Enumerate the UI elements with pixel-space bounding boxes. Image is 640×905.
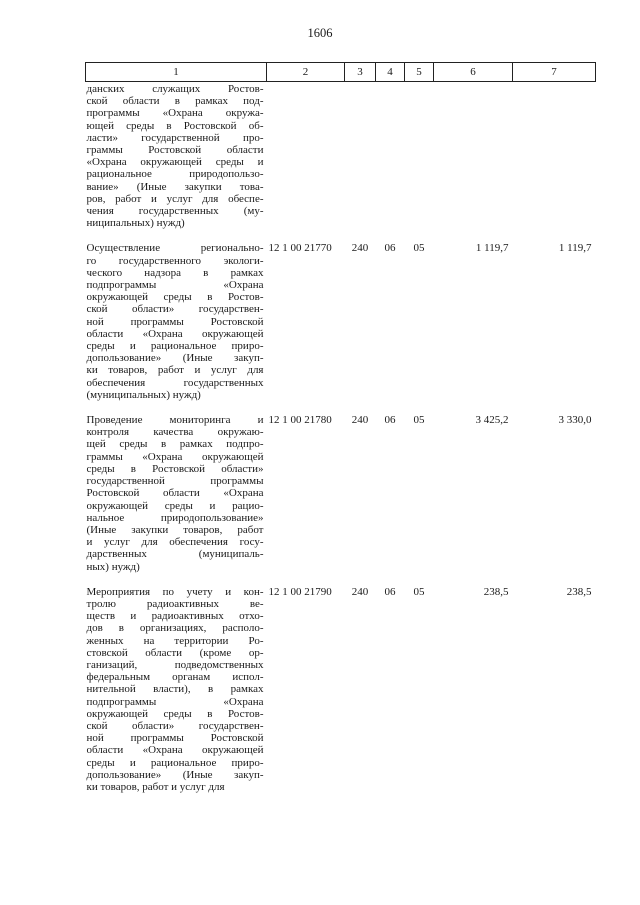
description-line: ской области» государствен-	[86, 303, 264, 316]
header-col-7: 7	[513, 63, 596, 82]
description-line: окружающей среды в Ростов-	[86, 707, 264, 720]
table-row	[86, 414, 596, 586]
description-line: женных на территории Ро-	[86, 634, 264, 647]
description-line: ки товаров, работ и услуг для	[86, 780, 225, 793]
amount-year-1: 3 425,2	[475, 414, 509, 427]
description-line: допользование» (Иные закуп-	[86, 352, 264, 365]
description-line: ческого надзора в рамках	[86, 266, 264, 279]
description-line: дов в организациях, располо-	[86, 622, 264, 635]
subsection-code: 05	[413, 242, 425, 255]
description-line: федеральным органам испол-	[86, 671, 264, 684]
header-col-3: 3	[345, 63, 376, 82]
row-description	[86, 414, 267, 586]
description-line: стовской области (кроме ор-	[86, 646, 264, 659]
table-row	[86, 586, 596, 806]
amount-year-2: 3 330,0	[558, 414, 592, 427]
description-line: Осуществление регионально-	[86, 242, 264, 255]
section-code: 06	[384, 414, 396, 427]
description-line: ки товаров, работ и услуг для	[86, 364, 264, 377]
description-line: чения государственных (му-	[86, 205, 264, 218]
description-line: государственной программы	[86, 475, 264, 488]
section-code	[376, 82, 405, 243]
target-article-code	[267, 82, 345, 243]
description-line: ющей среды в Ростовской об-	[86, 119, 264, 132]
description-line: среды в Ростовской области»	[86, 462, 264, 475]
header-col-2: 2	[267, 63, 345, 82]
subsection-code: 05	[413, 414, 425, 427]
description-line: Ростовской области «Охрана	[86, 487, 264, 500]
description-line: нальное природопользование»	[86, 511, 264, 524]
row-description	[86, 242, 267, 414]
description-line: подпрограммы «Охрана	[86, 279, 264, 292]
description-line: граммы Ростовской области	[86, 144, 264, 157]
description-line: дарственных (муниципаль-	[86, 548, 264, 561]
section-code: 06	[384, 585, 396, 598]
section-code: 06	[384, 242, 396, 255]
description-line: «Охрана окружающей среды и	[86, 156, 264, 169]
amount-year-2: 238,5	[566, 585, 592, 598]
budget-table	[85, 62, 596, 806]
row-description	[86, 82, 267, 243]
description-line: ров, работ и услуг для обеспе-	[86, 192, 264, 205]
description-line: допользование» (Иные закуп-	[86, 768, 264, 781]
amount-year-1: 1 119,7	[475, 242, 509, 255]
description-line: ной программы Ростовской	[86, 315, 264, 328]
expense-type: 240	[351, 585, 369, 598]
description-line: ской области» государствен-	[86, 719, 264, 732]
page-number: 1606	[307, 26, 333, 40]
description-line: ных) нужд)	[86, 560, 140, 573]
description-line: обеспечения государственных	[86, 376, 264, 389]
table-row	[86, 82, 596, 243]
target-article-code: 12 1 00 21790	[268, 585, 332, 598]
header-col-4: 4	[376, 63, 405, 82]
description-line: щей среды в рамках подпро-	[86, 438, 264, 451]
description-line: граммы «Охрана окружающей	[86, 450, 264, 463]
description-line: нительной власти), в рамках	[86, 683, 264, 696]
description-line: данских служащих Ростов-	[86, 83, 264, 95]
description-line: области «Охрана окружающей	[86, 327, 264, 340]
description-line: Проведение мониторинга и	[86, 414, 264, 427]
description-line: ской области в рамках под-	[86, 95, 264, 108]
expense-type: 240	[351, 414, 369, 427]
amount-year-2: 1 119,7	[558, 242, 592, 255]
description-line: вание» (Иные закупки това-	[86, 180, 264, 193]
description-line: го государственного экологи-	[86, 254, 264, 267]
description-line: рациональное природопользо-	[86, 168, 264, 181]
description-line: области «Охрана окружающей	[86, 744, 264, 757]
description-line: ной программы Ростовской	[86, 732, 264, 745]
header-col-5: 5	[405, 63, 434, 82]
description-line: Мероприятия по учету и кон-	[86, 585, 264, 598]
header-col-6: 6	[434, 63, 513, 82]
target-article-code: 12 1 00 21780	[268, 414, 332, 427]
amount-year-1: 238,5	[483, 585, 509, 598]
amount-year-2	[513, 82, 596, 243]
description-line: ласти» государственной про-	[86, 131, 264, 144]
description-line: ществ и радиоактивных отхо-	[86, 610, 264, 623]
description-line: окружающей среды и рацио-	[86, 499, 264, 512]
table-row	[86, 242, 596, 414]
description-line: контроля качества окружаю-	[86, 426, 264, 439]
amount-year-1	[434, 82, 513, 243]
description-line: среды и рациональное приро-	[86, 756, 264, 769]
description-line: среды и рациональное приро-	[86, 340, 264, 353]
description-line: (Иные закупки товаров, работ	[86, 523, 264, 536]
description-line: тролю радиоактивных ве-	[86, 597, 264, 610]
description-line: ниципальных) нужд)	[86, 217, 185, 230]
description-line: (муниципальных) нужд)	[86, 388, 201, 401]
row-description	[86, 586, 267, 806]
table-header	[86, 63, 596, 82]
description-line: и услуг для обеспечения госу-	[86, 536, 264, 549]
description-line: окружающей среды в Ростов-	[86, 291, 264, 304]
description-line: подпрограммы «Охрана	[86, 695, 264, 708]
description-line: программы «Охрана окружа-	[86, 107, 264, 120]
expense-type	[345, 82, 376, 243]
header-col-1: 1	[86, 63, 267, 82]
expense-type: 240	[351, 242, 369, 255]
subsection-code	[405, 82, 434, 243]
target-article-code: 12 1 00 21770	[268, 242, 332, 255]
table-body	[86, 82, 596, 807]
subsection-code: 05	[413, 585, 425, 598]
description-line: ганизаций, подведомственных	[86, 658, 264, 671]
